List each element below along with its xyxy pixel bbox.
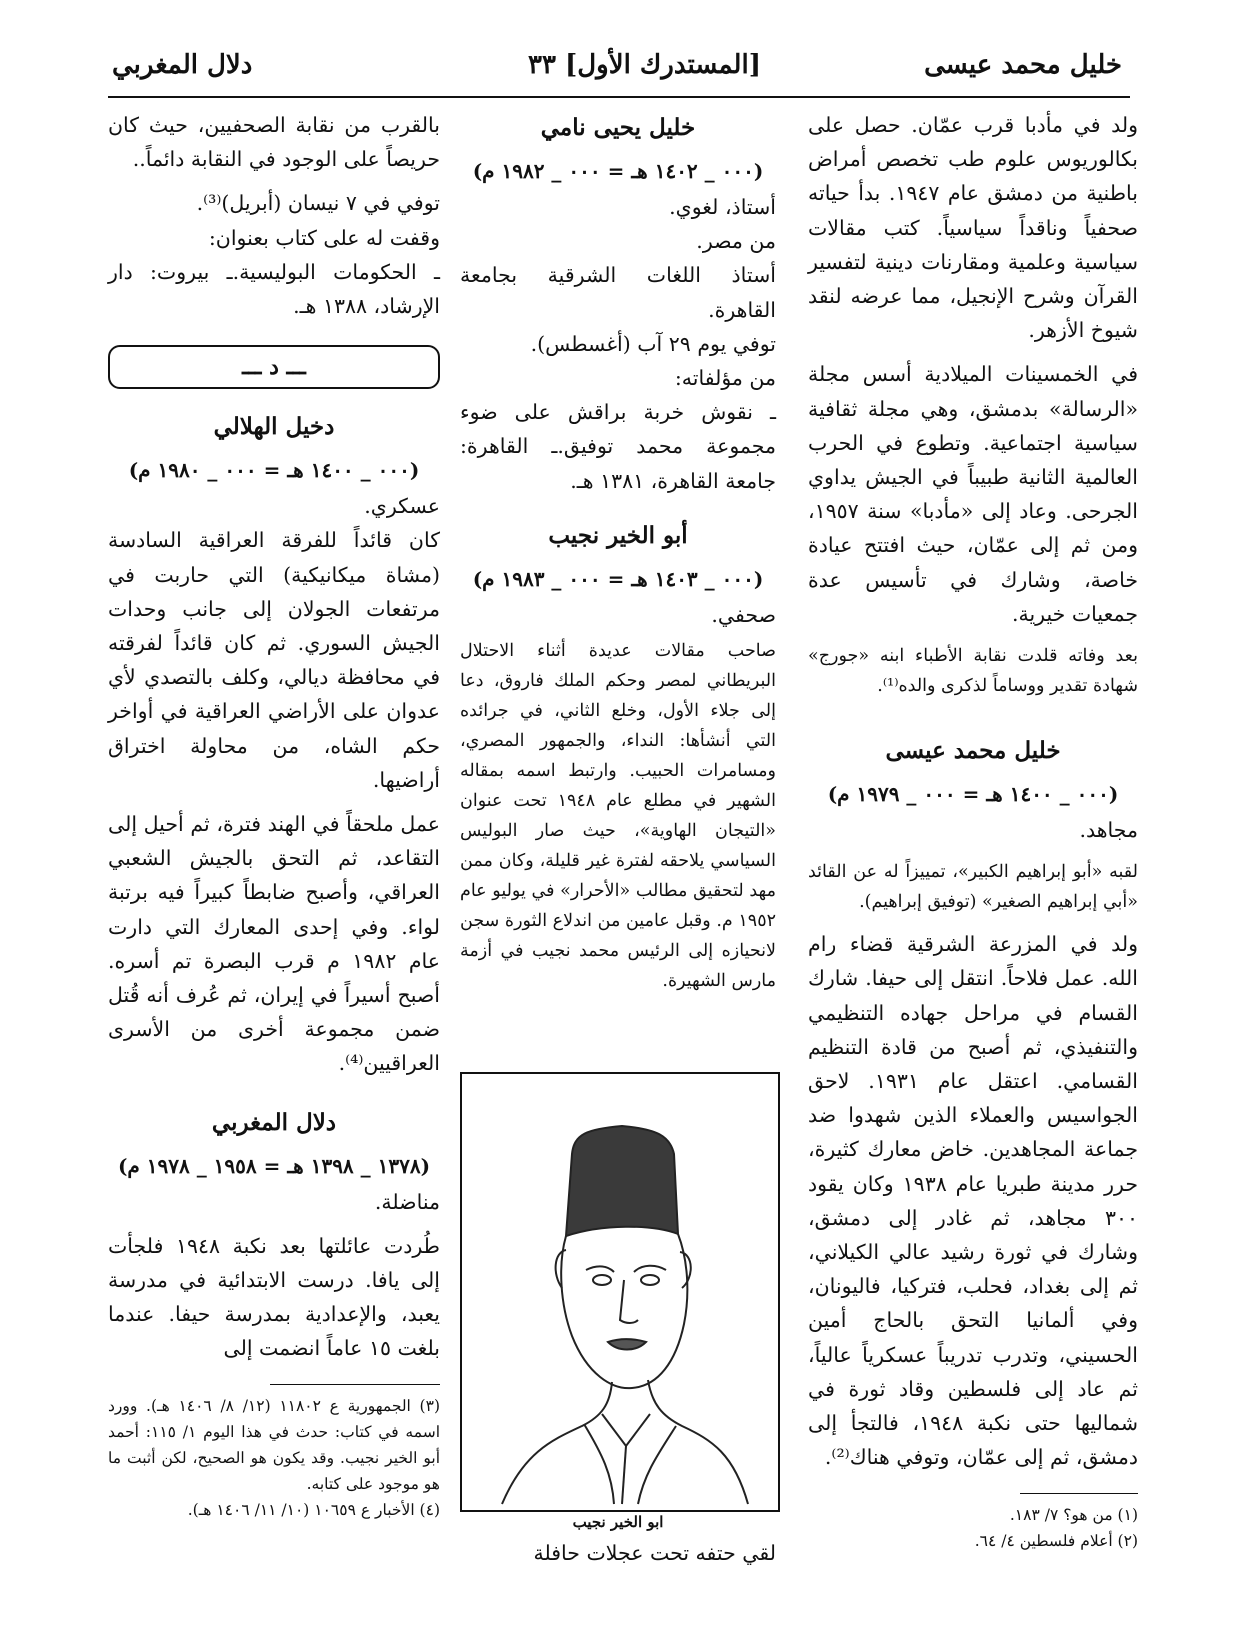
footnote: (٤) الأخبار ع ١٠٦٥٩ (١٠/ ١١/ ١٤٠٦ هـ).	[187, 1500, 440, 1519]
section-letter-box: ـــ د ـــ	[108, 345, 440, 389]
paragraph: توفي في ٧ نيسان (أبريل)⁽³⁾.	[196, 191, 440, 216]
entry-origin: من مصر.	[696, 229, 776, 254]
entry-role: مجاهد.	[1079, 818, 1138, 843]
entry-dates: (٠٠٠ _ ١٤٠٠ هـ = ٠٠٠ _ ١٩٨٠ م)	[128, 458, 420, 483]
entry-dates: (٠٠٠ _ ١٤٠٣ هـ = ٠٠٠ _ ١٩٨٣ م)	[472, 566, 764, 591]
header-page-number: [المستدرك الأول] ٣٣	[528, 50, 761, 80]
paragraph: من مؤلفاته:	[674, 366, 776, 391]
paragraph: ولد في مأدبا قرب عمّان. حصل على بكالوريوس علوم طب تخصص أمراض باطنية من دمشق عام ١٩٤٧. بدأ حياته صحفياً وناقداً سياسياً. كتب مقالات سياسية وعلمية ومقارنات دينية لتفسير القرآن وشرح الإنجيل، مما عرضه لنقد شيوخ الأزهر.	[808, 113, 1138, 343]
paragraph: في الخمسينات الميلادية أسس مجلة «الرسالة» بدمشق، وهي مجلة ثقافية سياسية اجتماعية. وتطوع في الحرب العالمية الثانية طبيباً في الجيش يداوي الجرحى. وعاد إلى «مأدبا» سنة ١٩٥٧، ومن ثم إلى عمّان، حيث افتتح عيادة خاصة، وشارك في تأسيس عدة جمعيات خيرية.	[808, 362, 1138, 626]
paragraph: صاحب مقالات عديدة أثناء الاحتلال البريطاني لمصر وحكم الملك فاروق، دعا إلى جلاء الأول، وخلع الثاني، في جرائده التي أنشأها: النداء، والجمهور المصري، ومسامرات الحبيب. وارتبط اسمه بمقاله الشهير في مطلع عام ١٩٤٨ تحت عنوان «التيجان الهاوية»، حيث صار البوليس السياسي يلاحقه لفترة غير قليلة، وكان ممن مهد لتحقيق مطالب «الأحرار» في يوليو عام ١٩٥٢ م. وقبل عامين من اندلاع الثورة سجن لانحيازه إلى الرئيس محمد نجيب في أزمة مارس الشهيرة.	[460, 641, 776, 992]
entry-title: خليل يحيى نامي	[540, 114, 696, 141]
footnote: (٢) أعلام فلسطين ٤/ ٦٤.	[974, 1531, 1138, 1550]
entry-title: دلال المغربي	[211, 1108, 337, 1136]
paragraph: توفي يوم ٢٩ آب (أغسطس).	[530, 331, 776, 356]
portrait-drawing	[462, 1074, 778, 1510]
entry-dates: (٠٠٠ _ ١٤٠٢ هـ = ٠٠٠ _ ١٩٨٢ م)	[472, 159, 764, 183]
paragraph-continuation: لقي حتفه تحت عجلات حافلة	[533, 1541, 776, 1565]
portrait-figure	[460, 1072, 780, 1512]
paragraph: بعد وفاته قلدت نقابة الأطباء ابنه «جورج» شهادة تقدير ووساماً لذكرى والده⁽¹⁾.	[808, 646, 1138, 697]
paragraph: وقفت له على كتاب بعنوان:	[208, 225, 440, 250]
header-left-title: دلال المغربي	[112, 50, 253, 80]
paragraph: ـ الحكومات البوليسية.ـ بيروت: دار الإرشاد، ١٣٨٨ هـ.	[108, 259, 440, 319]
entry-dates: (٠٠٠ _ ١٤٠٠ هـ = ٠٠٠ _ ١٩٧٩ م)	[827, 782, 1119, 807]
entry-role: أستاذ، لغوي.	[669, 195, 776, 219]
middle-column	[460, 108, 776, 996]
paragraph: أستاذ اللغات الشرقية بجامعة القاهرة.	[460, 263, 776, 322]
right-column	[808, 108, 1138, 1554]
paragraph: طُردت عائلتها بعد نكبة ١٩٤٨ فلجأت إلى يافا. درست الابتدائية في مدرسة يعبد، والإعدادية بمدرسة حيفا. عندما بلغت ١٥ عاماً انضمت إلى	[108, 1233, 441, 1361]
footnote-rule	[270, 1384, 440, 1385]
entry-dates: (١٣٧٨ _ ١٣٩٨ هـ = ١٩٥٨ _ ١٩٧٨ م)	[117, 1153, 431, 1178]
paragraph: لقبه «أبو إبراهيم الكبير»، تمييزاً له عن القائد «أبي إبراهيم الصغير» (توفيق إبراهيم).	[808, 862, 1138, 913]
left-column	[108, 108, 440, 1523]
portrait-caption: ابو الخير نجيب	[572, 1513, 664, 1531]
entry-title: دخيل الهلالي	[213, 413, 335, 441]
paragraph: كان قائداً للفرقة العراقية السادسة (مشاة ميكانيكية) التي حاربت في مرتفعات الجولان إلى جانب وحدات الجيش السوري. ثم كان قائداً لفرقته في محافظة ديالي، وكلف بالتصدي لأي عدوان على الأراضي العراقية في أواخر حكم الشاه، من محاولة اختراق أراضيها.	[108, 528, 440, 792]
running-header	[108, 40, 1130, 98]
paragraph: ـ نقوش خربة براقش على ضوء مجموعة محمد توفيق.ـ القاهرة: جامعة القاهرة، ١٣٨١ هـ.	[460, 400, 776, 493]
paragraph: بالقرب من نقابة الصحفيين، حيث كان حريصاً على الوجود في النقابة دائماً..	[108, 113, 440, 172]
paragraph: عمل ملحقاً في الهند فترة، ثم أحيل إلى التقاعد، ثم التحق بالجيش الشعبي العراقي، وأصبح ضابطاً كبيراً فيه برتبة لواء. وفي إحدى المعارك التي دارت عام ١٩٨٢ م قرب البصرة تم أسره. أصبح أسيراً في إيران، ثم عُرف أنه قُتل ضمن مجموعة أخرى من الأسرى العراقيين⁽⁴⁾.	[108, 812, 441, 1076]
entry-role: مناضلة.	[374, 1189, 440, 1214]
paragraph: ولد في المزرعة الشرقية قضاء رام الله. عمل فلاحاً. انتقل إلى حيفا. شارك القسام في مراحل جهاده التنظيمي والتنفيذي، ثم أصبح من قادة التنظيم القسامي. اعتقل عام ١٩٣١. لاحق الجواسيس والعملاء الذين شهدوا ضد جماعة المجاهدين. خاض معارك كثيرة، حرر مدينة طبريا عام ١٩٣٨ وكان يقود ٣٠٠ مجاهد، ثم غادر إلى دمشق، وشارك في ثورة رشيد عالي الكيلاني، ثم إلى بغداد، فحلب، فتركيا، فاليونان، وفي ألمانيا التحق بالحاج أمين الحسيني، وتدرب تدريباً عسكرياً عالياً، ثم عاد إلى فلسطين وقاد ثورة في شماليها حتى نكبة ١٩٤٨، فالتجأ إلى دمشق، ثم إلى عمّان، وتوفي هناك⁽²⁾.	[808, 932, 1138, 1470]
footnote: (١) من هو؟ ٧/ ١٨٣.	[1009, 1505, 1138, 1524]
entry-title: خليل محمد عيسى	[885, 737, 1061, 765]
entry-role: صحفي.	[711, 602, 776, 627]
footnote-rule	[1020, 1493, 1138, 1494]
footnote: (٣) الجمهورية ع ١١٨٠٢ (١٢/ ٨/ ١٤٠٦ هـ). وورد اسمه في كتاب: حدث في هذا اليوم ١/ ١١٥: أحمد أبو الخير نجيب. وقد يكون هو الصحيح، لكن أثبت ما هو موجود على كتابه.	[108, 1396, 440, 1493]
entry-title: أبو الخير نجيب	[548, 521, 688, 549]
header-right-title: خليل محمد عيسى	[924, 50, 1122, 80]
entry-role: عسكري.	[364, 494, 440, 519]
